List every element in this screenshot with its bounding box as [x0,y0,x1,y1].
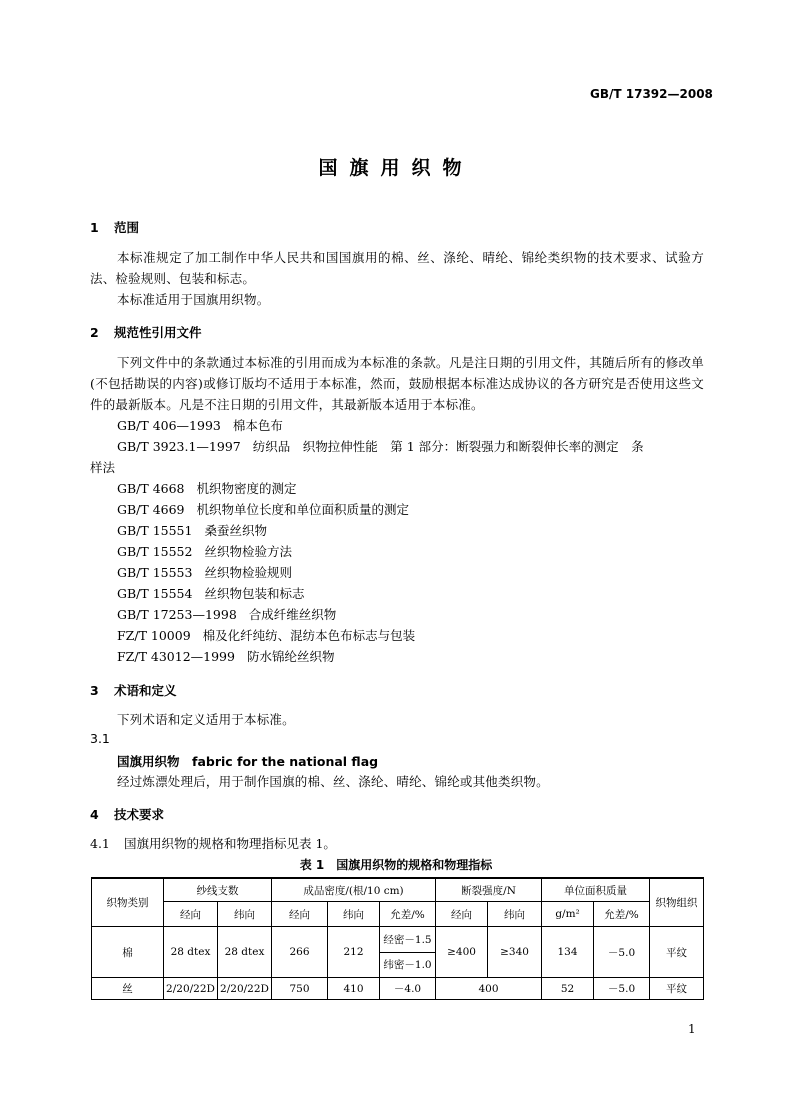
spec-table [91,877,704,1000]
header-mass: 单位面积质量 [542,878,650,902]
section-4-heading [90,805,164,823]
reference-code: GB/T 3923.1—1997 [117,439,241,454]
cell-yarn-warp: 2/20/22D [164,978,218,1000]
reference-item [117,479,297,497]
references-paragraph: 下列文件中的条款通过本标准的引用而成为本标准的条款。凡是注日期的引用文件，其随后所有的修改单(不包括勘误的内容)或修订版均不适用于本标准，然而，鼓励根据本标准达成协议的各方研究是否使用这些文件的最新版本。凡是不注日期的引用文件，其最新版本适用于本标准。 [90,355,704,412]
term-definition: 经过炼漂处理后，用于制作国旗的棉、丝、涤纶、晴纶、锦纶或其他类织物。 [117,774,549,789]
cell-density-warp: 266 [272,927,328,978]
table-row [92,978,704,1000]
reference-item [117,647,334,665]
table-row [92,927,704,978]
cell-strength-warp: ≥400 [436,927,488,978]
reference-item-continued [90,458,115,476]
header-warp: 经向 [164,902,218,927]
reference-title: 桑蚕丝织物 [204,523,267,538]
clause-number: 3.1 [90,731,110,746]
section-number: 3 [90,683,99,698]
reference-title: 机织物单位长度和单位面积质量的测定 [196,502,410,517]
cell-density-warp: 750 [272,978,328,1000]
page-number: 1 [688,1022,696,1036]
clause-4-1 [90,834,336,852]
reference-item [117,563,292,581]
scope-applicability: 本标准适用于国旗用织物。 [117,292,270,307]
reference-code: GB/T 15552 [117,544,193,559]
header-weft: 纬向 [218,902,272,927]
cell-density-weft: 212 [328,927,380,978]
section-title: 技术要求 [114,807,165,822]
header-density: 成品密度/(根/10 cm) [272,878,436,902]
cell-tolerance-weft: 纬密－1.0 [383,959,432,972]
section-1-heading [90,218,139,236]
section-title: 术语和定义 [114,683,177,698]
cell-gsm: 52 [542,978,594,1000]
standard-code: GB/T 17392—2008 [590,87,713,101]
cell-gsm-tolerance: －5.0 [594,927,650,978]
cell-gsm-tolerance: －5.0 [594,978,650,1000]
section-3-heading [90,681,177,699]
reference-title: 样法 [90,460,116,475]
reference-code: GB/T 17253—1998 [117,607,237,622]
header-strength: 断裂强度/N [436,878,542,902]
reference-item [117,521,267,539]
reference-title: 机织物密度的测定 [196,481,297,496]
table-header-row [92,878,704,902]
table-subheader-row [92,902,704,927]
terms-intro: 下列术语和定义适用于本标准。 [117,712,295,727]
reference-title: 丝织物包装和标志 [204,586,305,601]
header-warp: 经向 [272,902,328,927]
header-tolerance: 允差/% [594,902,650,927]
section-title: 范围 [114,220,140,235]
reference-item [117,500,409,518]
reference-title: 合成纤维丝织物 [248,607,337,622]
reference-title: 丝织物检验方法 [204,544,292,559]
cell-weave: 平纹 [650,927,704,978]
reference-title: 纺织品 织物拉伸性能 第 1 部分：断裂强力和断裂伸长率的测定 条 [252,439,644,454]
table-caption: 表 1 国旗用织物的规格和物理指标 [299,858,493,872]
reference-code: GB/T 4668 [117,481,185,496]
reference-item [117,626,415,644]
reference-title: 丝织物检验规则 [204,565,292,580]
cell-yarn-weft: 2/20/22D [218,978,272,1000]
header-yarn-count: 纱线支数 [164,878,272,902]
header-weft: 纬向 [488,902,542,927]
cell-strength: 400 [436,978,542,1000]
section-number: 1 [90,220,99,235]
cell-tolerance-warp: 经密－1.5 [380,927,435,953]
cell-density-weft: 410 [328,978,380,1000]
cell-weave: 平纹 [650,978,704,1000]
header-weft: 纬向 [328,902,380,927]
clause-number: 4.1 [90,836,110,851]
header-warp: 经向 [436,902,488,927]
section-number: 4 [90,807,99,822]
cell-yarn-warp: 28 dtex [164,927,218,978]
section-2-heading [90,323,202,341]
cell-gsm: 134 [542,927,594,978]
reference-code: GB/T 406—1993 [117,418,221,433]
reference-item [117,437,644,455]
section-title: 规范性引用文件 [114,325,202,340]
reference-item [117,542,292,560]
scope-paragraph: 本标准规定了加工制作中华人民共和国国旗用的棉、丝、涤纶、晴纶、锦纶类织物的技术要求、试验方法、检验规则、包装和标志。 [90,250,704,286]
header-tolerance: 允差/% [380,902,436,927]
reference-item [117,584,304,602]
header-category: 织物类别 [92,878,164,927]
clause-text: 国旗用织物的规格和物理指标见表 1。 [124,836,336,851]
reference-code: GB/T 15553 [117,565,193,580]
page-title: 国旗用织物 [318,157,474,179]
header-gsm: g/m² [542,902,594,927]
header-weave: 织物组织 [650,878,704,927]
reference-code: GB/T 4669 [117,502,185,517]
reference-title: 棉及化纤纯纺、混纺本色布标志与包装 [202,628,416,643]
cell-category: 棉 [92,927,164,978]
section-number: 2 [90,325,99,340]
reference-title: 防水锦纶丝织物 [246,649,335,664]
cell-tolerance: －4.0 [380,978,436,1000]
reference-code: FZ/T 43012—1999 [117,649,235,664]
reference-title: 棉本色布 [232,418,283,433]
reference-code: GB/T 15554 [117,586,193,601]
reference-item [117,605,336,623]
cell-tolerance [380,927,436,978]
cell-yarn-weft: 28 dtex [218,927,272,978]
cell-strength-weft: ≥340 [488,927,542,978]
cell-category: 丝 [92,978,164,1000]
term-entry: 国旗用织物 fabric for the national flag [117,754,379,769]
reference-code: GB/T 15551 [117,523,193,538]
reference-code: FZ/T 10009 [117,628,191,643]
reference-item [117,416,283,434]
